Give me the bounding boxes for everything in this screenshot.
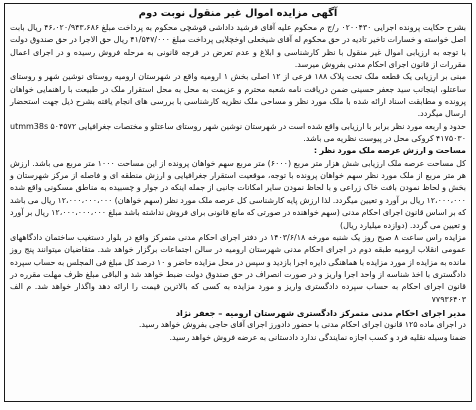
paragraph-vehicle-note: ضمنا وسیله نقلیه فرد و کسب اجازه نمایندگی ندارد دادستانی به عرضه فروش خواهد رسید. [169,332,466,342]
paragraph-property-evaluation: مبنی بر ارزیابی یک قطعه ملک تحت پلاک ۱۸۸ فرعی از ۱۲ اصلی بخش ۱ ارومیه واقع در شهرستان ارومیه روستای نوشین شهر و روستای ساعتلو، اینجانب سید جعفر حسینی ضمن دریافت نامه شعبه محترم و عزیمت به محل به محل استقرار ملک در طبیعت با راهنمایی خواهان پرونده و مطابقت اسناد ارائه شده با ملک مورد نظر و مساحی ملک نظریه کارشناسی با بررسی های انجام یافته بشرح ذیل جهت استحضار ارسال میگردد. [10,72,466,119]
paragraph-boundaries: حدود و اربعه مورد نظر برابر با ارزیابی واقع شده است در شهرستان نوشین شهر روستای ساعتلو و مختصات جغرافیایی ۵۰۴۵۷۲ utmm38s ۴۱۷۵۰۳۰ کروکی محل در پیوست نظریه می باشد. [10,121,466,144]
notice-issuer: مدیر اجرای احکام مدنی متمرکز دادگستری شهرستان ارومیه – جعفر نژاد [175,307,466,318]
paragraph-area-heading: مساحت و ارزش عرصه ملک مورد نظر : [313,146,466,156]
notice-title: آگهی مزایده اموال غیر منقول نوبت دوم [138,8,338,19]
paragraph-auction-time: مزایده راس ساعت ۸ صبح روز یک شنبه مورخه ۱۴۰۳/۶/۱۸ در دفتر اجرای احکام مدنی متمرکز واقع در بلوار دستغیب ساختمان دادگاههای عمومی انقلاب ارومیه طبقه دوم در اجرای احکام مدنی شهرستان ارومیه در سالن اجتماعات برگزار خواهد شد. متقاضیان میتوانند پنج روز مانده به مزایده از مورد مزایده با هماهنگی دایره اجرا بازدید و سپس در محل مزایده حاضر و ۱۰ درصد کل مبلغ فی المجلس به حساب سپرده دادگستری با اخذ شناسه از واحد اجرا واریز و در صورت انصراف در حق صندوق دولت ضبط خواهد شد و الباقی مبلغ ظرف مهلت مقرره در قانون اجرای احکام به حساب سپرده دادگستری واریز و مورد مزایده به کسی که بالاترین قیمت را ارائه دهد واگذار خواهد شد. م الف ۷۷۹۳۶۴۰۳ [10,232,467,304]
paragraph-area-value: کل مساحت عرصه ملک ارزیابی شش هزار متر مربع (۶۰۰۰) متر مربع سهم خواهان پرونده از این مساحت ۱۰۰۰ متر مربع می باشد. ارزش هر متر مربع از ملک مورد نظر سهم خواهان پرونده با توجه، موقعیت استقرار جغرافیایی و ارزش منطقه ای و فاصله از مرکز شهرستان و بخش و لحاظ نمودن بافت خاک زراعی و با لحاظ نمودن سایر امکانات جانبی از جمله اینکه در جوار و چسبیده به مناطق مسکونی واقع شده ۱۲،۰۰۰،۰۰۰ ریال بر آورد و تعیین میگردد. لذا ارزش پایه کارشناسی کل عرصه ملک مورد نظر (سهم خواهان) ۱۲،۰۰۰،۰۰۰،۰۰۰ ریال می باشد که بر اساس قانون اجرای احکام مدنی (سهم خواهنده در صورتی که مانع قانونی برای فروش نداشته باشد مبلغ ۱۲،۰۰۰،۰۰۰،۰۰۰ ریال بر آورد و تعیین می گردد. (دوازده میلیارد ریال) [10,158,466,230]
paragraph-article-125: در اجرای ماده ۱۲۵ قانون اجرای احکام مدنی با حضور دادورز اجرای آقای حاجی بفروش خواهد رسید. [138,320,466,330]
paragraph-case-details: بشرح حکایت پرونده اجرایی ۰۲۰۰۴۳۰ ر/ج م محکوم علیه آقای فرشید داداشی قوشچی محکوم به پرداخت مبلغ ۴۶،۰۲۰/۹۴۳،۶۸۶ ریال بابت اصل خواسته و خسارات تاخیر تادیه در حق محکوم له آقای شیخعلی اوخچلایی پرداخت مبلغ ۴۱/۵۴۷/۰۰۰ ریال حق الاجرا در حق صندوق دولت با توجه به ارزیابی اموال غیر منقول با نظر کارشناسی و ابلاغ و عدم تعرض در فرجه قانونی به مرحله فروش رسیده و در اجرای اعمال مقررات از قانون اجرای احکام مدنی بفروش میرسد. [10,23,467,70]
auction-notice [4,3,472,402]
